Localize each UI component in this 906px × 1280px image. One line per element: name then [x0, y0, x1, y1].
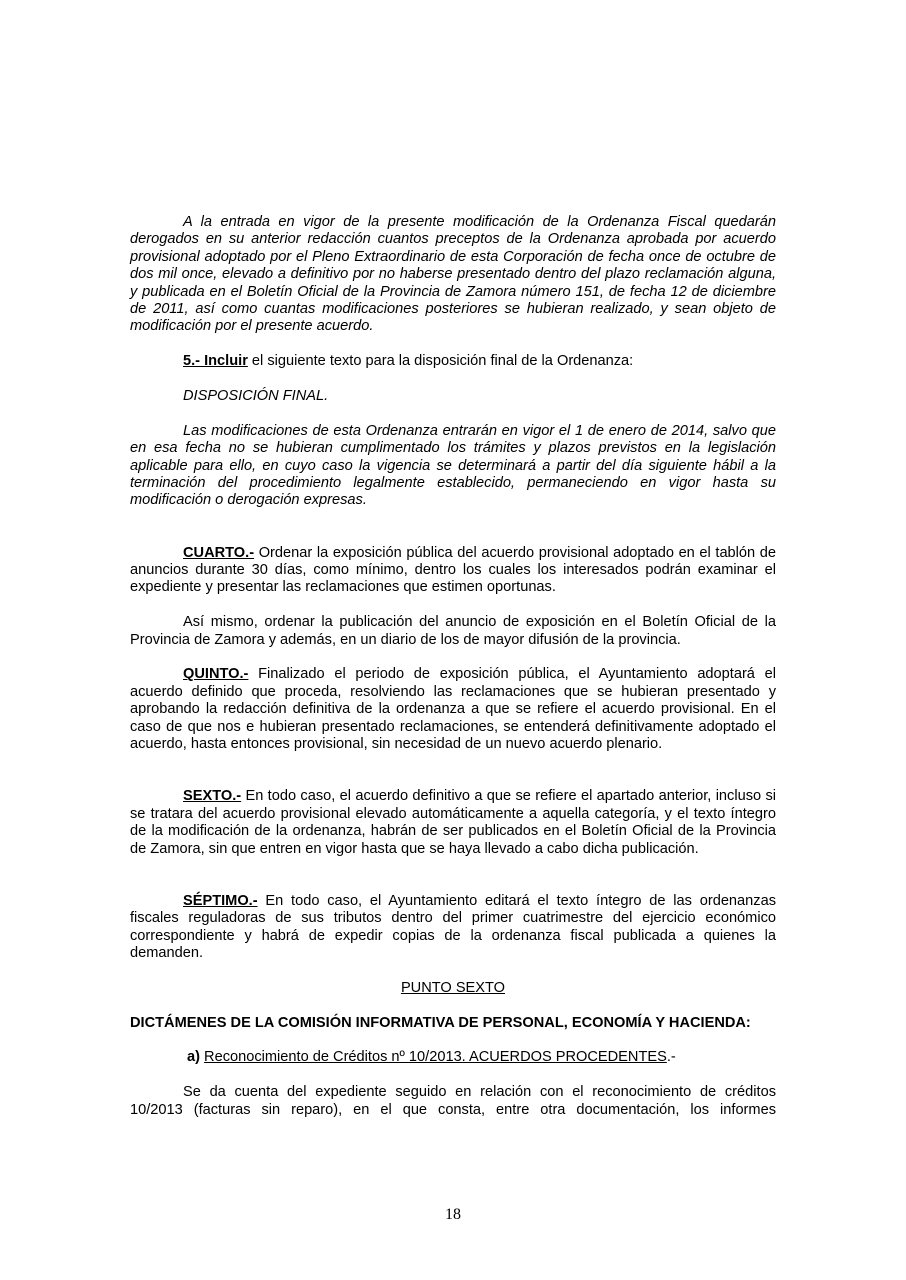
final-provision-heading: DISPOSICIÓN FINAL. [183, 388, 329, 405]
septimo-paragraph [130, 893, 776, 963]
quinto-label: QUINTO.- [183, 666, 249, 683]
asimismo-paragraph: Así mismo, ordenar la publicación del anuncio de exposición en el Boletín Oficial de la Provincia de Zamora y además, en un diario de los de mayor difusión de la provincia. [130, 614, 776, 648]
item-a-label: a) [187, 1049, 200, 1066]
quinto-paragraph [130, 666, 776, 753]
septimo-text: En todo caso, el Ayuntamiento editará el texto íntegro de las ordenanzas fiscales reguladoras de sus tributos dentro del primer cuatrimestre del ejercicio económico correspondiente y habrá de expedir copias de la ordenanza fiscal publicada a quienes la demanden. [130, 892, 776, 961]
item-a-heading [130, 1049, 776, 1066]
sexto-text: En todo caso, el acuerdo definitivo a que se refiere el apartado anterior, incluso si se tratara del acuerdo provisional elevado automáticamente a aquella categoría, y el texto íntegro de la modificación de la ordenanza, habrán de ser publicados en el Boletín Oficial de la Provincia de Zamora, sin que entren en vigor hasta que se haya llevado a cabo dicha publicación. [130, 788, 776, 857]
septimo-label: SÉPTIMO.- [183, 892, 258, 909]
cuarto-text: Ordenar la exposición pública del acuerdo provisional adoptado en el tablón de anuncios durante 30 días, como mínimo, dentro los cuales los interesados podrán examinar el expediente y presentar las reclamaciones que estimen oportunas. [130, 544, 776, 596]
dictamenes-heading: DICTÁMENES DE LA COMISIÓN INFORMATIVA DE PERSONAL, ECONOMÍA Y HACIENDA: [130, 1014, 751, 1031]
quinto-text: Finalizado el periodo de exposición pública, el Ayuntamiento adoptará el acuerdo definido que proceda, resolviendo las reclamaciones que se hubieran presentado y aprobando la redacción definitiva de la ordenanza a que se refiere el acuerdo provisional. En el caso de que nos e hubieran presentado reclamaciones, se entenderá definitivamente adoptado el acuerdo, hasta entonces provisional, sin necesidad de un nuevo acuerdo plenario. [130, 666, 776, 753]
last-paragraph: Se da cuenta del expediente seguido en relación con el reconocimiento de créditos 10/2013 (facturas sin reparo), en el que consta, entre otra documentación, los informes [130, 1084, 776, 1118]
sexto-paragraph [130, 788, 776, 858]
item-a-title: Reconocimiento de Créditos nº 10/2013. ACUERDOS PROCEDENTES [204, 1049, 667, 1066]
sexto-label: SEXTO.- [183, 788, 242, 805]
page-number: 18 [445, 1206, 461, 1223]
body-text [130, 214, 776, 1119]
final-provision-text: Las modificaciones de esta Ordenanza entrarán en vigor el 1 de enero de 2014, salvo que en esa fecha no se hubieran cumplimentado los trámites y plazos previstos en la legislación aplicable para ello, en cuyo caso la vigencia se determinará a partir del día siguiente hábil a la terminación del procedimiento legalmente establecido, permaneciendo en vigor hasta su modificación o derogación expresas. [130, 422, 776, 509]
item-5-text: el siguiente texto para la disposición final de la Ordenanza: [247, 353, 634, 370]
item-5-paragraph [130, 353, 776, 370]
cuarto-paragraph [130, 545, 776, 597]
punto-heading [130, 980, 776, 997]
item-5-label: 5.- Incluir [183, 353, 248, 370]
item-a-suffix: .- [666, 1049, 676, 1066]
punto-heading-text: PUNTO SEXTO [400, 979, 506, 996]
repeal-paragraph: A la entrada en vigor de la presente modificación de la Ordenanza Fiscal quedarán derogados en su anterior redacción cuantos preceptos de la Ordenanza aprobada por acuerdo provisional adoptado por el Pleno Extraordinario de esta Corporación de fecha once de octubre de dos mil once, elevado a definitivo por no haberse presentado dentro del plazo reclamación alguna, y publicada en el Boletín Oficial de la Provincia de Zamora número 151, de fecha 12 de diciembre de 2011, así como cuantas modificaciones posteriores se hubieran realizado, y sean objeto de modificación por el presente acuerdo. [130, 214, 776, 335]
cuarto-label: CUARTO.- [183, 544, 255, 561]
